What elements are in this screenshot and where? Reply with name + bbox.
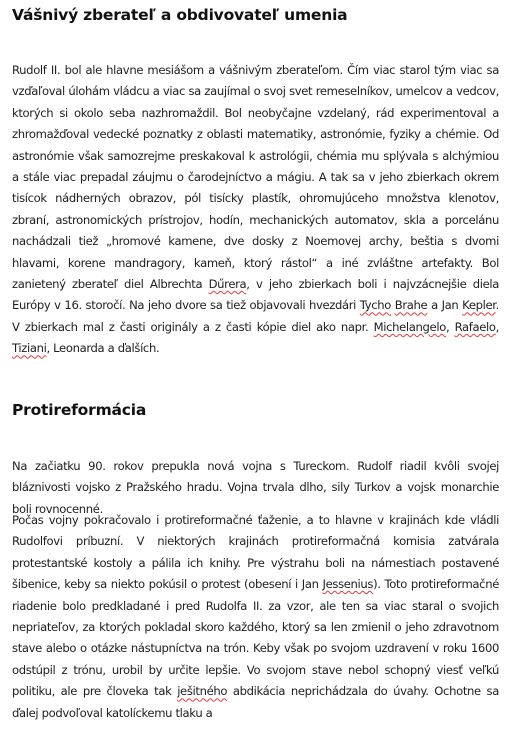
- text-run: Rudolf II. bol ale hlavne mesiášom a vášnivým zberateľom. Čím viac starol tým viac sa vzďaľoval úlohám vládcu a viac sa zaujímal o svoj svet remeselníkov, umelcov a vedcov, ktorých si okolo seba nazhromaždil. Bol neobyčajne vzdelaný, rád experimentoval a zhromažďoval vedecké poznatky z oblasti matematiky, astronómie, fyziky a chémie. Od astronómie však samozrejme preskakoval k astrológii, chémia mu splývala s alchýmiou a stále viac prepadal záujmu o čarodejníctvo a mágiu. A tak sa v jeho zbierkach okrem tisícok nádherných obrazov, pól tisícky plastík, ohromujúceho množstva klenotov, zbraní, astronomických prístrojov, hodín, mechanických automatov, skla a porcelánu nachádzali tiež „hromové kamene, dve dosky z Noemovej archy, beštia s dvomi hlavami, korene mandragory, kameň, ktorý rástol“ a iné zvláštne artefakty. Bol zanietený zberateľ diel Albrechta: [12, 63, 499, 292]
- text-run: a Jan: [427, 298, 463, 313]
- section-heading-collector: Vášnivý zberateľ a obdivovateľ umenia: [12, 6, 348, 24]
- spellcheck-word[interactable]: Tiziani: [12, 341, 47, 356]
- paragraph-counter-reformation: [12, 510, 499, 724]
- section-heading-counter-reformation: Protireformácia: [12, 401, 147, 419]
- spellcheck-word[interactable]: Rafaelo: [454, 319, 496, 334]
- spellcheck-word[interactable]: Brahe: [394, 298, 428, 313]
- text-run: , v jeho zbierkach boli i najvzácnejšie diela Európy v 16. storočí. Na jeho dvore sa tiež objavovali hvezdári: [12, 277, 499, 313]
- text-run: ). Toto protireformačné riadenie bolo predkladané i pred Rudolfa II. za vzor, ale ten sa viac staral o svojich nepriateľov, za ktorých pokladal skoro každého, ktorý sa len zmienil o jeho zdravotnom stave alebo o otázke nástupníctva na trón. Keby však po svojom uzdravení v roku 1600 odstúpil z trónu, urobil by určite lepšie. Vo svojom stave nebol schopný viesť veľkú politiku, ale pre človeka tak: [12, 577, 499, 699]
- text-run: ,: [445, 319, 455, 334]
- text-run: abdikácia neprichádzala do úvahy. Ochotne sa ďalej podvoľoval katolíckemu tlaku a: [12, 684, 499, 720]
- paragraph-war: Na začiatku 90. rokov prepukla nová vojna s Tureckom. Rudolf riadil kvôli svojej bláznivosti vojsko z Pražského hradu. Vojna trvala dlho, sily Turkov a vojsk monarchie boli rovnocenné.: [12, 459, 499, 516]
- text-run: ,: [495, 319, 499, 334]
- spellcheck-word[interactable]: ješitného: [177, 684, 228, 699]
- spellcheck-word[interactable]: Jessenius: [322, 577, 374, 592]
- spellcheck-word[interactable]: Tycho: [359, 298, 391, 313]
- spellcheck-word[interactable]: Kepler: [462, 298, 496, 313]
- text-run: , Leonarda a ďalších.: [46, 341, 160, 356]
- spellcheck-word[interactable]: Dűrera: [208, 277, 247, 292]
- text-run: . V zbierkach mal z časti originály a z časti kópie diel ako napr.: [12, 298, 499, 334]
- spellcheck-word[interactable]: Michelangelo: [373, 319, 446, 334]
- paragraph-collector: [12, 60, 499, 360]
- text-run: Počas vojny pokračovalo i protireformačné ťaženie, a to hlavne v krajinách kde vládli Rudolfovi príbuzní. V niektorých krajinách protireformačná komisia zatvárala protestantské kostoly a pálila ich knihy. Pre výstrahu boli na námestiach postavené šibenice, keby sa niekto pokúsil o protest (obesení i Jan: [12, 513, 499, 592]
